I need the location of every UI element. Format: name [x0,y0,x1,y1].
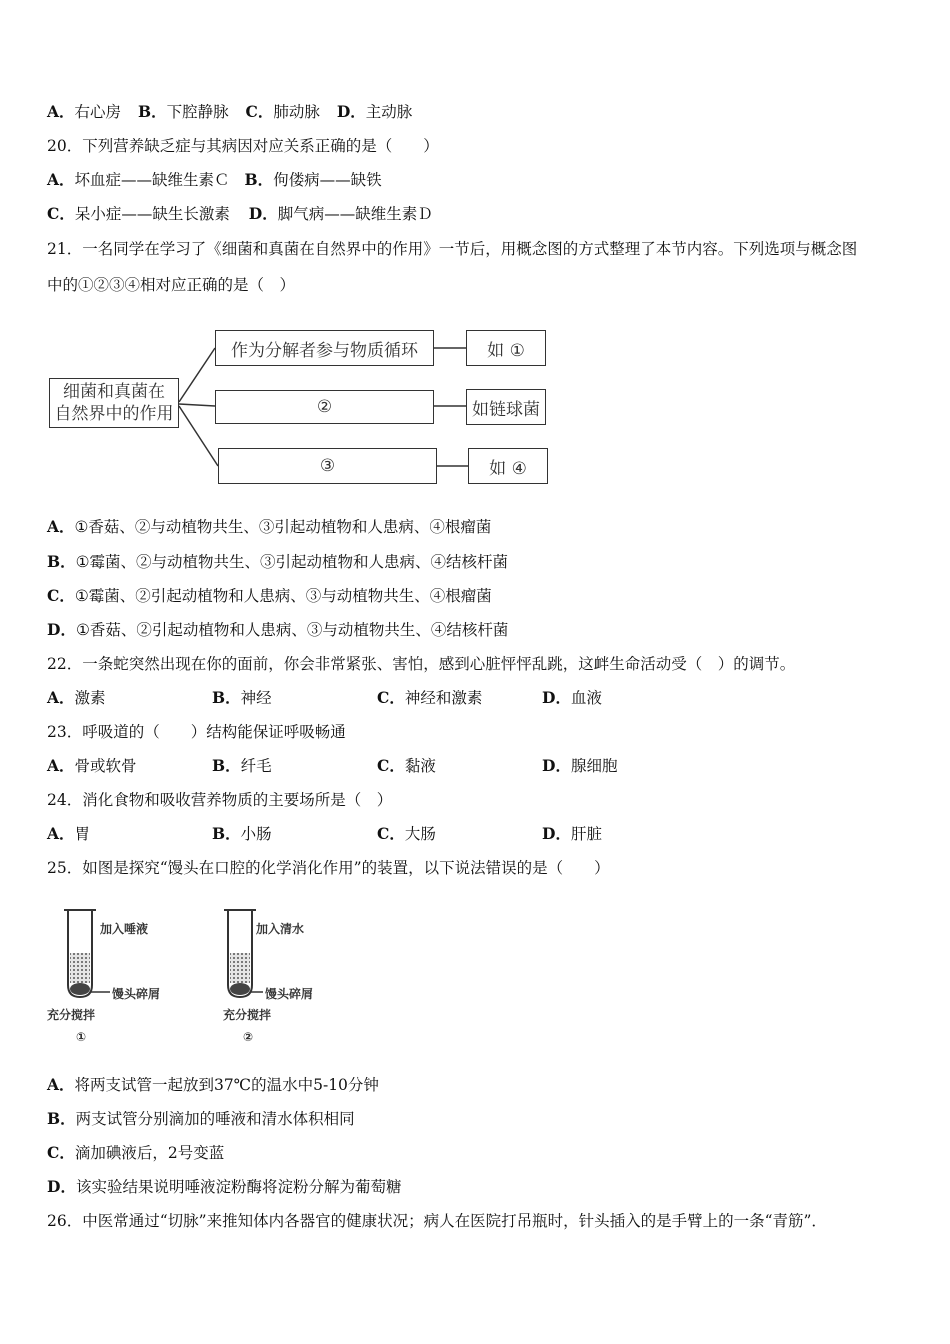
concept-root-box: 细菌和真菌在 自然界中的作用 [49,378,179,428]
q22-option-c: 神经和激素 [404,689,483,707]
q22-options: A．激素 B．神经 C．神经和激素 D．血液 [47,688,602,707]
q22-option-a: 激素 [74,689,106,707]
q19-options: A．右心房 B．下腔静脉 C．肺动脉 D．主动脉 [47,102,413,121]
q25-option-b: B．两支试管分别滴加的唾液和清水体积相同 [47,1109,355,1128]
tube2-number: ② [243,1030,254,1044]
bread-crumbs-2 [230,983,250,995]
q19-option-d: 主动脉 [365,103,413,121]
q24-option-a: 胃 [74,825,91,843]
q20-option-a: 坏血症——缺维生素Ｃ [74,171,230,189]
q25-option-c: C．滴加碘液后，2号变蓝 [47,1143,225,1162]
bread-crumbs-1 [70,983,90,995]
tube1-stir-label: 充分搅拌 [47,1008,96,1022]
q23-option-c: 黏液 [404,757,436,775]
q21-option-d: D．①香菇、②引起动植物和人患病、③与动植物共生、④结核杆菌 [47,620,509,639]
q25-option-a: A．将两支试管一起放到37℃的温水中5-10分钟 [47,1075,379,1094]
q24-option-c: 大肠 [404,825,436,843]
q19-option-a: 右心房 [74,103,122,121]
q20-options-ab: A．坏血症——缺维生素Ｃ B．佝偻病——缺铁 [47,170,382,189]
concept-leaf-2: 如链球菌 [466,389,546,425]
concept-branch-1: 作为分解者参与物质循环 [215,330,434,366]
q23-stem: 23．呼吸道的（ ）结构能保证呼吸畅通 [47,723,346,741]
q20-options-cd: C．呆小症——缺生长激素 D．脚气病——缺维生素Ｄ [47,204,433,223]
q24-options: A．胃 B．小肠 C．大肠 D．肝脏 [47,824,602,843]
q24-option-b: 小肠 [240,825,272,843]
tube1-add-label: 加入唾液 [100,922,149,936]
q20-option-d: 脚气病——缺维生素Ｄ [277,205,433,223]
q19-option-b: 下腔静脉 [166,103,229,121]
concept-branch-2: ② [215,390,434,424]
q20-stem: 20．下列营养缺乏症与其病因对应关系正确的是（ ） [47,137,439,155]
q22-option-d: 血液 [570,689,602,707]
q23-option-a: 骨或软骨 [74,757,137,775]
q20-option-c: 呆小症——缺生长激素 [74,205,230,223]
q21-option-c: C．①霉菌、②引起动植物和人患病、③与动植物共生、④根瘤菌 [47,586,492,605]
q25-stem: 25．如图是探究“馒头在口腔的化学消化作用”的装置，以下说法错误的是（ ） [47,859,610,877]
tube1-number: ① [76,1030,87,1044]
q22-option-b: 神经 [240,689,272,707]
q22-stem: 22．一条蛇突然出现在你的面前，你会非常紧张、害怕，感到心脏怦怦乱跳，这衅生命活动受（ ）的调节。 [47,655,796,673]
tube1-bread-label: 馒头碎屑 [112,987,161,1001]
concept-leaf-3: 如 ④ [468,448,548,484]
q26-stem: 26．中医常通过“切脉”来推知体内各器官的健康状况；病人在医院打吊瓶时，针头插入的是手臂上的一条“青筋”． [47,1212,827,1230]
q23-option-d: 腺细胞 [570,757,618,775]
q19-option-c: 肺动脉 [273,103,320,121]
concept-branch-3: ③ [218,448,437,484]
q25-option-d: D．该实验结果说明唾液淀粉酶将淀粉分解为葡萄糖 [47,1177,402,1196]
tube2-bread-label: 馒头碎屑 [265,987,314,1001]
q24-option-d: 肝脏 [570,825,602,843]
q21-option-a: A．①香菇、②与动植物共生、③引起动植物和人患病、④根瘤菌 [47,517,492,536]
q20-option-b: 佝偻病——缺铁 [273,171,382,189]
concept-leaf-1: 如 ① [466,330,546,366]
q21-stem-line1: 21．一名同学在学习了《细菌和真菌在自然界中的作用》一节后，用概念图的方式整理了本节内容。下列选项与概念图 [47,240,858,258]
tube2-add-label: 加入清水 [256,922,305,936]
q21-stem-line2: 中的①②③④相对应正确的是（ ） [47,276,296,294]
q24-stem: 24．消化食物和吸收营养物质的主要场所是（ ） [47,791,393,809]
q23-option-b: 纤毛 [240,757,272,775]
q21-option-b: B．①霉菌、②与动植物共生、③引起动植物和人患病、④结核杆菌 [47,552,509,571]
q23-options: A．骨或软骨 B．纤毛 C．黏液 D．腺细胞 [47,756,618,775]
tube2-stir-label: 充分搅拌 [223,1008,272,1022]
